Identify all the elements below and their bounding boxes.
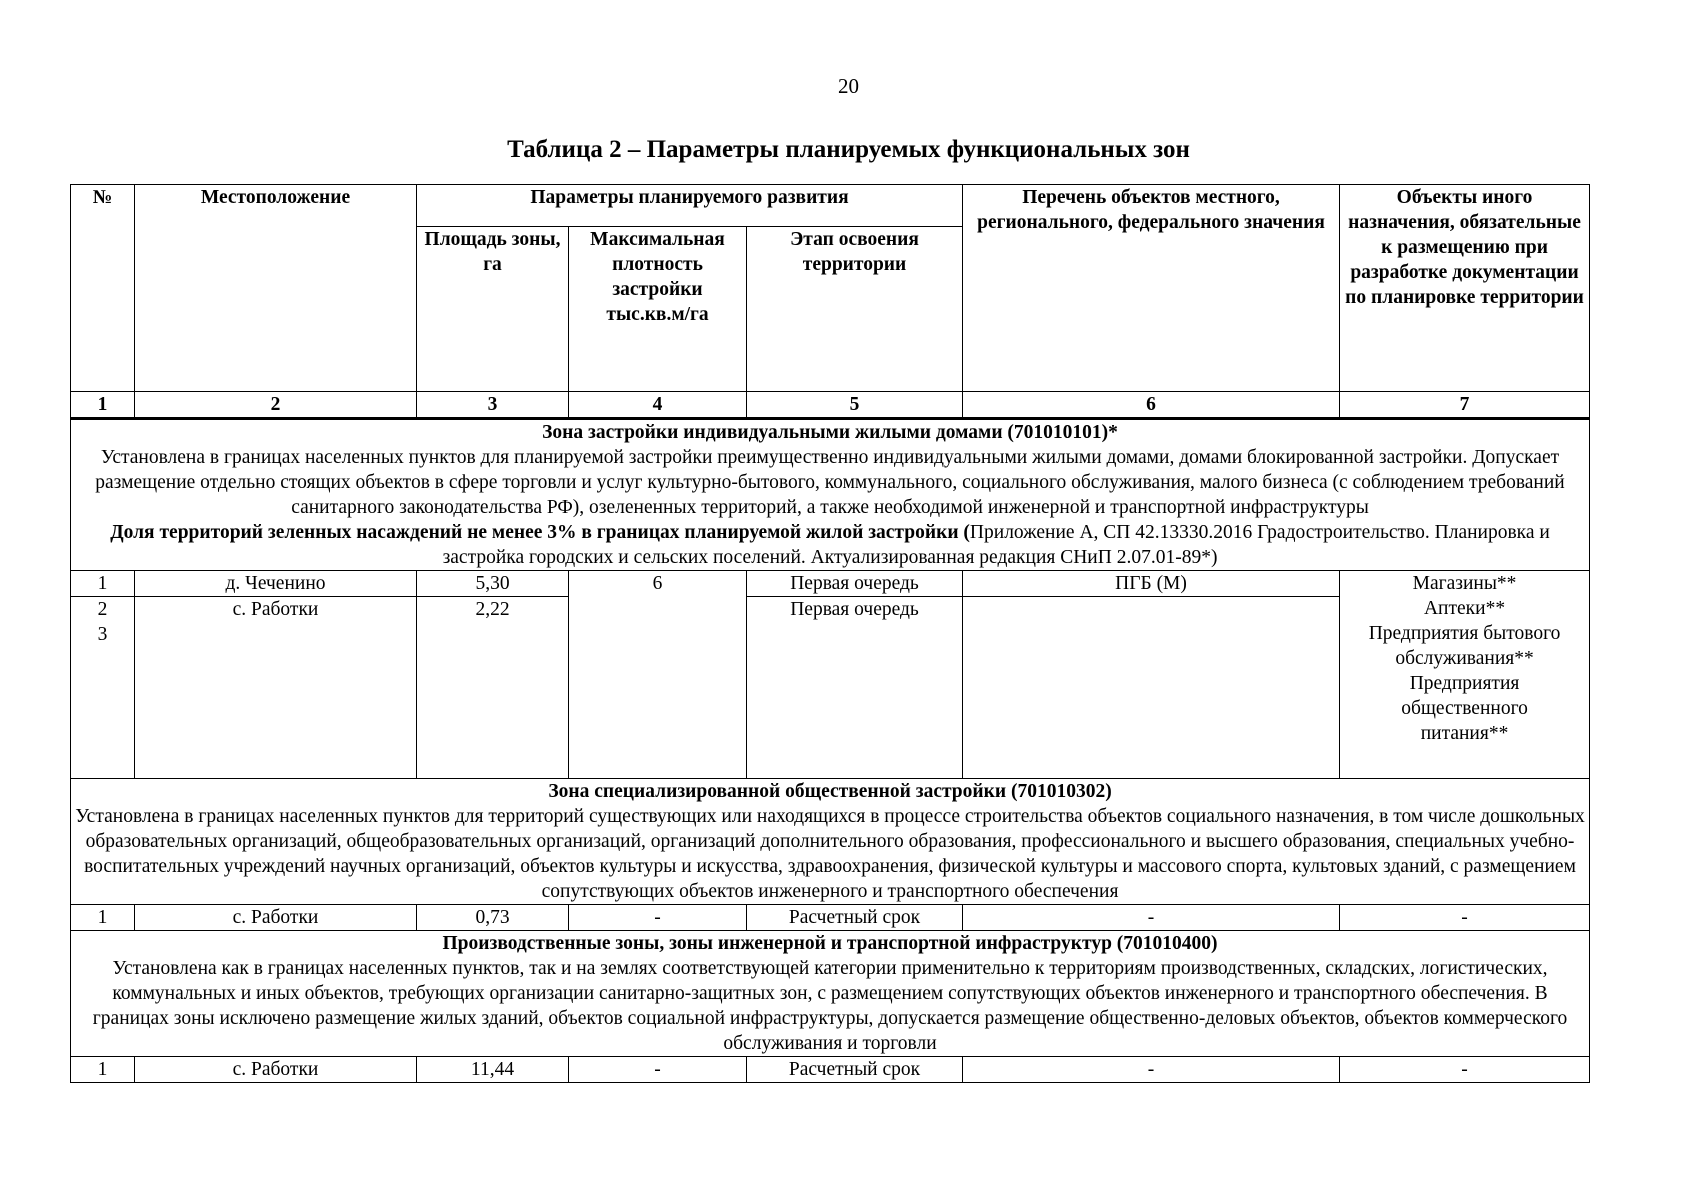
column-number: 1 [71,392,135,419]
row-density: 6 [569,571,747,779]
header-stage: Этап освоения территории [747,227,963,392]
row-objects: ПГБ (М) [963,571,1340,597]
zone-text: Установлена в границах населенных пунктов для планируемой застройки преимущественно индивидуальными жилыми домами, домами блокированной застройки. Допускает размещение отдельно стоящих объектов в сфере торговли и услуг культурно-бытового, коммунального, социального обслуживания, малого бизнеса (с соблюдением требований санитарного законодательства РФ), озелененных территорий, а также необходимой инженерной и транспортной инфраструктуры [95,447,1565,518]
row-density: - [569,905,747,931]
zone-description [71,779,1590,905]
row-no [71,597,135,779]
column-number-row [71,392,1590,419]
row-other-objects [1340,571,1590,779]
column-number: 7 [1340,392,1590,419]
header-objects: Перечень объектов местного, регионального, федерального значения [963,185,1340,392]
table-row [71,1057,1590,1083]
row-location: с. Работки [135,597,417,779]
zone-description [71,419,1590,571]
row-no-item: 3 [97,624,108,645]
zone-description [71,931,1590,1057]
row-stage: Первая очередь [747,597,963,779]
page-number: 20 [838,74,859,98]
row-no-item: 2 [97,599,108,620]
other-object-item: Аптеки** [1423,598,1506,619]
row-objects [963,597,1340,779]
other-object-item: Предприятия [1409,673,1520,694]
header-area: Площадь зоны, га [417,227,569,392]
table-row [71,905,1590,931]
zone-text: Установлена в границах населенных пунктов для территорий существующих или находящихся в процессе строительства объектов социального назначения, в том числе дошкольных образовательных организаций, общеобразовательных организаций, организаций дополнительного образования, профессионального и высшего образования, специальных учебно-воспитательных учреждений научных организаций, объектов культуры и искусства, здравоохранения, физической культуры и массового спорта, культовых зданий, с размещением сопутствующих объектов инженерного и транспортного обеспечения [75,806,1585,902]
zone-title: Производственные зоны, зоны инженерной и транспортной инфраструктур (701010400) [442,933,1218,954]
row-other-objects: - [1340,905,1590,931]
column-number: 2 [135,392,417,419]
row-area: 11,44 [417,1057,569,1083]
header-other: Объекты иного назначения, обязательные к размещению при разработке документации по планировке территории [1340,185,1590,392]
green-space-note-bold: Доля территорий зеленных насаждений не менее 3% в границах планируемой жилой застройки ( [110,522,970,543]
row-area: 5,30 [417,571,569,597]
other-object-item: питания** [1420,723,1509,744]
row-stage: Расчетный срок [747,1057,963,1083]
row-objects: - [963,905,1340,931]
header-density: Максимальная плотность застройки тыс.кв.м/га [569,227,747,392]
zone-description-row [71,419,1590,571]
row-no: 1 [71,1057,135,1083]
other-object-item: обслуживания** [1395,648,1534,669]
row-no: 1 [71,905,135,931]
row-area: 2,22 [417,597,569,779]
row-area: 0,73 [417,905,569,931]
header-params: Параметры планируемого развития [417,185,963,227]
other-object-item: Предприятия бытового [1368,623,1561,644]
row-density: - [569,1057,747,1083]
column-number: 5 [747,392,963,419]
header-location: Местоположение [135,185,417,392]
row-location: д. Чеченино [135,571,417,597]
column-number: 4 [569,392,747,419]
row-objects: - [963,1057,1340,1083]
row-no: 1 [71,571,135,597]
table-title: Таблица 2 – Параметры планируемых функциональных зон [507,136,1190,163]
column-number: 6 [963,392,1340,419]
table-row [71,571,1590,597]
header-row [71,185,1590,227]
row-stage: Расчетный срок [747,905,963,931]
green-space-note [74,520,1586,570]
row-other-objects: - [1340,1057,1590,1083]
zone-title: Зона застройки индивидуальными жилыми домами (701010101)* [542,422,1118,443]
row-location: с. Работки [135,905,417,931]
column-number: 3 [417,392,569,419]
zone-description-row [71,931,1590,1057]
zone-text: Установлена как в границах населенных пунктов, так и на землях соответствующей категории применительно к территориям производственных, складских, логистических, коммунальных и иных объектов, требующих организации санитарно-защитных зон, с размещением сопутствующих объектов инженерного и транспортного обеспечения. В границах зоны исключено размещение жилых зданий, объектов социальной инфраструктуры, допускается размещение общественно-деловых объектов, объектов коммерческого обслуживания и торговли [92,958,1568,1054]
green-space-note-source: Приложение А, СП 42.13330.2016 Градостроительство. Планировка и застройка городских и сельских поселений. Актуализированная редакция СНиП 2.07.01-89*) [442,522,1550,568]
other-object-item: общественного [1401,698,1528,719]
row-stage: Первая очередь [747,571,963,597]
zone-title: Зона специализированной общественной застройки (701010302) [548,781,1112,802]
zone-description-row [71,779,1590,905]
header-no: № [71,185,135,392]
other-object-item: Магазины** [1412,573,1517,594]
row-location: с. Работки [135,1057,417,1083]
zones-table [70,184,1590,1083]
